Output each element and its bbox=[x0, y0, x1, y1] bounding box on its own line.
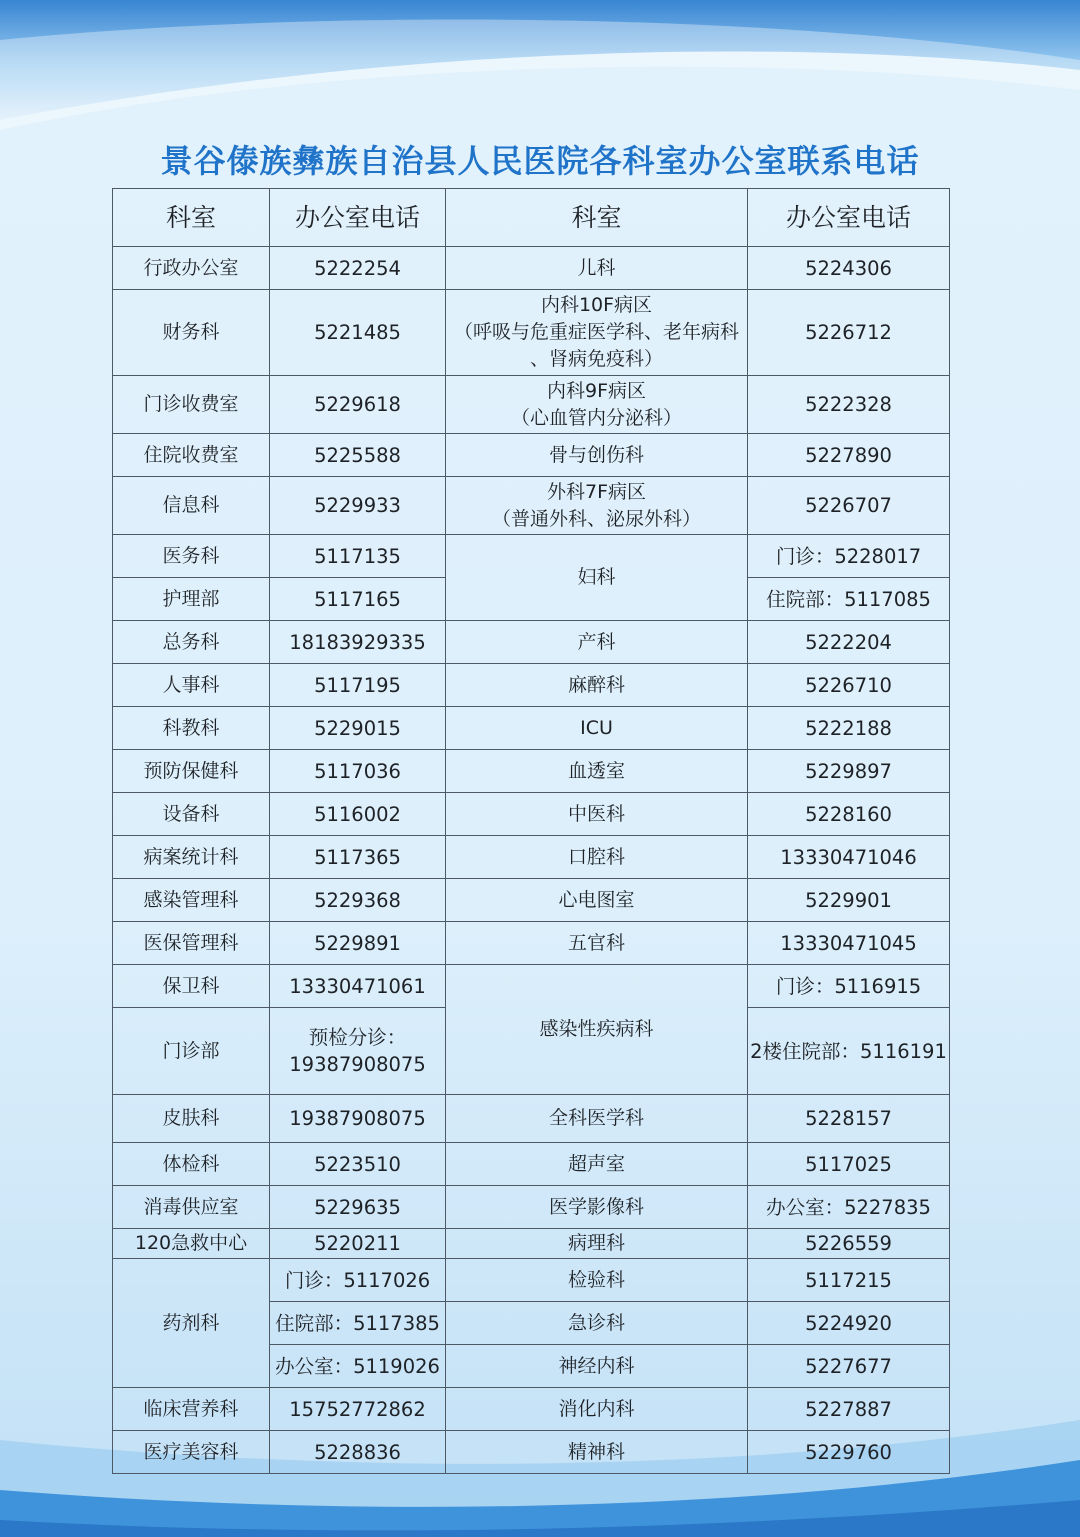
phone-number: 5117025 bbox=[748, 1143, 950, 1186]
department-name: 妇科 bbox=[446, 535, 748, 621]
phone-number: 19387908075 bbox=[270, 1095, 446, 1143]
department-name-line: 内科9F病区 bbox=[546, 379, 647, 402]
table-row bbox=[113, 1388, 950, 1431]
phone-number: 5229635 bbox=[270, 1186, 446, 1229]
phone-number: 办公室：5227835 bbox=[748, 1186, 950, 1229]
table-row bbox=[113, 922, 950, 965]
phone-number: 5229901 bbox=[748, 879, 950, 922]
phone-number: 5226559 bbox=[748, 1229, 950, 1259]
phone-number: 5229891 bbox=[270, 922, 446, 965]
phone-number: 5229760 bbox=[748, 1431, 950, 1474]
table-row bbox=[113, 750, 950, 793]
department-name: 信息科 bbox=[113, 477, 270, 535]
header-office-phone: 办公室电话 bbox=[270, 189, 446, 247]
table-row bbox=[113, 1229, 950, 1259]
table-row bbox=[113, 793, 950, 836]
department-name: 消毒供应室 bbox=[113, 1186, 270, 1229]
department-name: 骨与创伤科 bbox=[446, 434, 748, 477]
department-name: 体检科 bbox=[113, 1143, 270, 1186]
department-name-line: （心血管内分泌科） bbox=[510, 406, 682, 429]
phone-number: 13330471045 bbox=[748, 922, 950, 965]
phone-number: 5117215 bbox=[748, 1259, 950, 1302]
phone-number: 5227890 bbox=[748, 434, 950, 477]
phone-number: 5229933 bbox=[270, 477, 446, 535]
department-name: 药剂科 bbox=[113, 1259, 270, 1388]
department-name: 门诊部 bbox=[113, 1008, 270, 1095]
phone-number: 门诊：5117026 bbox=[270, 1259, 446, 1302]
department-name: 护理部 bbox=[113, 578, 270, 621]
table-row bbox=[113, 376, 950, 434]
header-office-phone: 办公室电话 bbox=[748, 189, 950, 247]
department-name: 感染管理科 bbox=[113, 879, 270, 922]
table-row bbox=[113, 879, 950, 922]
page-title: 景谷傣族彝族自治县人民医院各科室办公室联系电话 bbox=[160, 142, 920, 180]
department-name: 住院收费室 bbox=[113, 434, 270, 477]
table-row bbox=[113, 1259, 950, 1302]
phone-number: 5226710 bbox=[748, 664, 950, 707]
phone-number: 5227887 bbox=[748, 1388, 950, 1431]
table-row bbox=[113, 477, 950, 535]
department-name: 预防保健科 bbox=[113, 750, 270, 793]
phone-number: 13330471046 bbox=[748, 836, 950, 879]
phone-number: 5117036 bbox=[270, 750, 446, 793]
department-name: 消化内科 bbox=[446, 1388, 748, 1431]
department-name-line: 内科10F病区 bbox=[540, 294, 653, 316]
phone-number: 5224920 bbox=[748, 1302, 950, 1345]
table-header-row bbox=[113, 189, 950, 247]
department-name: 医保管理科 bbox=[113, 922, 270, 965]
department-name: 门诊收费室 bbox=[113, 376, 270, 434]
table-row bbox=[113, 290, 950, 376]
department-name-line: （呼吸与危重症医学科、老年病科 bbox=[453, 321, 739, 343]
department-name: 神经内科 bbox=[446, 1345, 748, 1388]
table-row bbox=[113, 1186, 950, 1229]
phone-number: 5117135 bbox=[270, 535, 446, 578]
department-name: 财务科 bbox=[113, 290, 270, 376]
phone-number: 住院部：5117085 bbox=[748, 578, 950, 621]
table-row bbox=[113, 836, 950, 879]
header-department: 科室 bbox=[113, 189, 270, 247]
department-name: 医学影像科 bbox=[446, 1186, 748, 1229]
department-name: 口腔科 bbox=[446, 836, 748, 879]
phone-number: 门诊：5116915 bbox=[748, 965, 950, 1008]
phone-number: 18183929335 bbox=[270, 621, 446, 664]
department-name: 五官科 bbox=[446, 922, 748, 965]
table-row bbox=[113, 1431, 950, 1474]
phone-number: 5117365 bbox=[270, 836, 446, 879]
table-row bbox=[113, 535, 950, 578]
phone-number: 5225588 bbox=[270, 434, 446, 477]
phone-number: 5117195 bbox=[270, 664, 446, 707]
phone-number: 5222204 bbox=[748, 621, 950, 664]
phone-number bbox=[270, 1008, 446, 1095]
table-row bbox=[113, 965, 950, 1008]
phone-number: 办公室：5119026 bbox=[270, 1345, 446, 1388]
phone-number: 5221485 bbox=[270, 290, 446, 376]
department-name: 医疗美容科 bbox=[113, 1431, 270, 1474]
department-name: 医务科 bbox=[113, 535, 270, 578]
table-row bbox=[113, 664, 950, 707]
contact-table bbox=[112, 188, 950, 1474]
department-name: 皮肤科 bbox=[113, 1095, 270, 1143]
department-name: 120急救中心 bbox=[113, 1229, 270, 1259]
phone-number: 5228157 bbox=[748, 1095, 950, 1143]
phone-number: 5227677 bbox=[748, 1345, 950, 1388]
department-name: 行政办公室 bbox=[113, 247, 270, 290]
department-name: 临床营养科 bbox=[113, 1388, 270, 1431]
department-name: 儿科 bbox=[446, 247, 748, 290]
phone-number: 15752772862 bbox=[270, 1388, 446, 1431]
department-name: 急诊科 bbox=[446, 1302, 748, 1345]
department-name: 保卫科 bbox=[113, 965, 270, 1008]
department-name bbox=[446, 376, 748, 434]
department-name: 感染性疾病科 bbox=[446, 965, 748, 1095]
phone-number: 5224306 bbox=[748, 247, 950, 290]
phone-number: 5117165 bbox=[270, 578, 446, 621]
department-name-line: （普通外科、泌尿外科） bbox=[491, 507, 701, 530]
department-name: 心电图室 bbox=[446, 879, 748, 922]
phone-number: 住院部：5117385 bbox=[270, 1302, 446, 1345]
department-name: 设备科 bbox=[113, 793, 270, 836]
department-name: 中医科 bbox=[446, 793, 748, 836]
table-row bbox=[113, 1143, 950, 1186]
table-row bbox=[113, 434, 950, 477]
department-name: ICU bbox=[446, 707, 748, 750]
phone-number: 5226712 bbox=[748, 290, 950, 376]
phone-number: 5229618 bbox=[270, 376, 446, 434]
table-row bbox=[113, 247, 950, 290]
phone-number: 5116002 bbox=[270, 793, 446, 836]
phone-number: 5229368 bbox=[270, 879, 446, 922]
phone-number: 5228160 bbox=[748, 793, 950, 836]
department-name: 精神科 bbox=[446, 1431, 748, 1474]
department-name: 全科医学科 bbox=[446, 1095, 748, 1143]
department-name-line: 外科7F病区 bbox=[546, 480, 647, 503]
table-row bbox=[113, 621, 950, 664]
phone-number: 门诊：5228017 bbox=[748, 535, 950, 578]
department-name: 血透室 bbox=[446, 750, 748, 793]
phone-label: 预检分诊： bbox=[308, 1026, 407, 1049]
department-name: 人事科 bbox=[113, 664, 270, 707]
table-row bbox=[113, 707, 950, 750]
department-name: 检验科 bbox=[446, 1259, 748, 1302]
department-name: 产科 bbox=[446, 621, 748, 664]
department-name: 病案统计科 bbox=[113, 836, 270, 879]
phone-number: 5229897 bbox=[748, 750, 950, 793]
department-name: 麻醉科 bbox=[446, 664, 748, 707]
phone-number: 2楼住院部：5116191 bbox=[748, 1008, 950, 1095]
department-name: 科教科 bbox=[113, 707, 270, 750]
phone-number: 5223510 bbox=[270, 1143, 446, 1186]
phone-number: 5220211 bbox=[270, 1229, 446, 1259]
table-row bbox=[113, 1095, 950, 1143]
department-name: 总务科 bbox=[113, 621, 270, 664]
phone-number-line: 19387908075 bbox=[289, 1053, 426, 1076]
header-department: 科室 bbox=[446, 189, 748, 247]
phone-number: 5222328 bbox=[748, 376, 950, 434]
department-name: 超声室 bbox=[446, 1143, 748, 1186]
department-name: 病理科 bbox=[446, 1229, 748, 1259]
phone-number: 5226707 bbox=[748, 477, 950, 535]
department-name-line: 、肾病免疫科） bbox=[529, 348, 663, 370]
phone-number: 13330471061 bbox=[270, 965, 446, 1008]
phone-number: 5228836 bbox=[270, 1431, 446, 1474]
phone-number: 5222188 bbox=[748, 707, 950, 750]
phone-number: 5222254 bbox=[270, 247, 446, 290]
phone-number: 5229015 bbox=[270, 707, 446, 750]
department-name bbox=[446, 290, 748, 376]
department-name bbox=[446, 477, 748, 535]
